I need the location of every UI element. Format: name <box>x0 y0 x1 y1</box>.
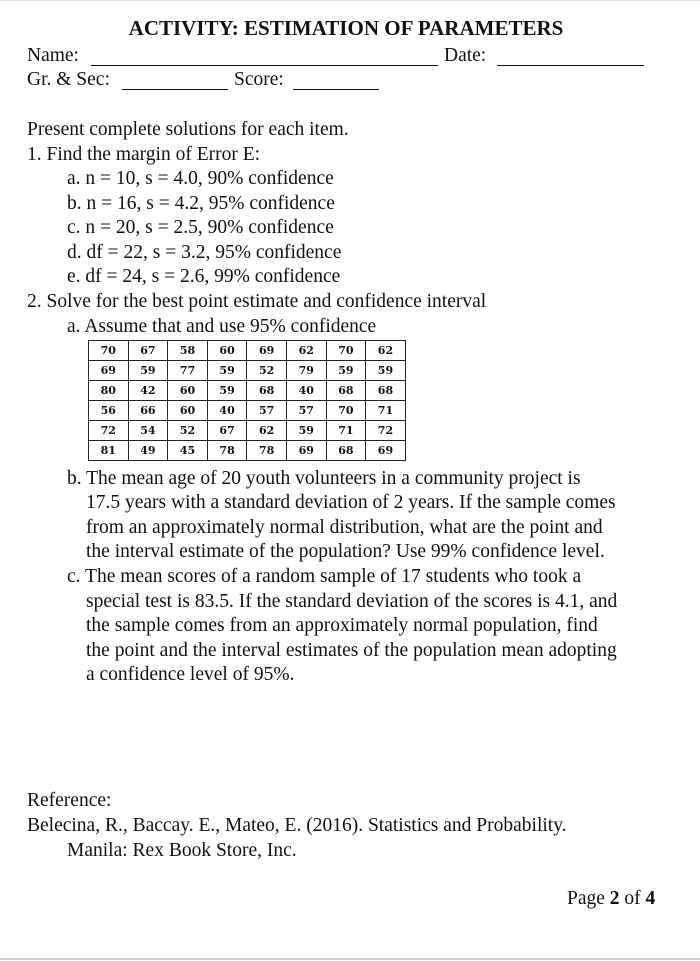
question-2-prompt: 2. Solve for the best point estimate and confidence interval <box>27 291 487 312</box>
table-cell: 59 <box>286 421 326 441</box>
table-row <box>89 401 406 421</box>
table-row <box>89 341 406 361</box>
q1-item-e: e. df = 24, s = 2.6, 99% confidence <box>67 266 341 287</box>
top-edge <box>0 0 700 1</box>
table-cell: 71 <box>326 421 366 441</box>
grade-section-blank[interactable] <box>122 89 228 90</box>
table-cell: 40 <box>286 381 326 401</box>
table-cell: 57 <box>286 401 326 421</box>
q2-part-c-line-5: a confidence level of 95%. <box>86 664 295 685</box>
table-cell: 68 <box>247 381 287 401</box>
table-cell: 62 <box>366 341 406 361</box>
table-cell: 60 <box>168 401 208 421</box>
page-prefix: Page <box>567 888 605 909</box>
q2-part-b-line-4: the interval estimate of the population? Use 99% confidence level. <box>86 541 605 562</box>
table-cell: 69 <box>366 441 406 461</box>
question-1-prompt: 1. Find the margin of Error E: <box>27 144 261 165</box>
table-cell: 59 <box>207 361 247 381</box>
score-label: Score: <box>234 69 284 90</box>
table-cell: 80 <box>89 381 129 401</box>
table-row <box>89 421 406 441</box>
page-title: ACTIVITY: ESTIMATION OF PARAMETERS <box>128 16 564 40</box>
table-cell: 59 <box>207 381 247 401</box>
table-cell: 56 <box>89 401 129 421</box>
table-cell: 67 <box>128 341 168 361</box>
table-cell: 72 <box>89 421 129 441</box>
table-cell: 40 <box>207 401 247 421</box>
grade-section-label: Gr. & Sec: <box>27 69 110 90</box>
q1-item-b: b. n = 16, s = 4.2, 95% confidence <box>67 193 335 214</box>
table-cell: 81 <box>89 441 129 461</box>
bottom-edge <box>0 958 700 960</box>
page-total: 4 <box>645 888 656 909</box>
reference-citation-line-1: Belecina, R., Baccay. E., Mateo, E. (2016). Statistics and Probability. <box>27 815 567 836</box>
q2-part-c-line-3: the sample comes from an approximately normal population, find <box>86 615 598 636</box>
table-cell: 69 <box>286 441 326 461</box>
table-cell: 49 <box>128 441 168 461</box>
q1-item-d: d. df = 22, s = 3.2, 95% confidence <box>67 242 342 263</box>
table-cell: 72 <box>366 421 406 441</box>
table-cell: 42 <box>128 381 168 401</box>
page-number <box>567 887 655 911</box>
table-row <box>89 381 406 401</box>
q2-part-b-line-3: from an approximately normal distribution, what are the point and <box>86 517 603 538</box>
table-cell: 70 <box>326 341 366 361</box>
table-row <box>89 441 406 461</box>
reference-label: Reference: <box>27 790 112 811</box>
table-cell: 70 <box>326 401 366 421</box>
table-cell: 67 <box>207 421 247 441</box>
table-cell: 52 <box>247 361 287 381</box>
table-cell: 68 <box>326 441 366 461</box>
table-cell: 62 <box>247 421 287 441</box>
page-of: of <box>624 888 641 909</box>
name-blank[interactable] <box>91 65 438 66</box>
table-cell: 59 <box>128 361 168 381</box>
table-cell: 71 <box>366 401 406 421</box>
table-cell: 54 <box>128 421 168 441</box>
table-cell: 79 <box>286 361 326 381</box>
table-cell: 68 <box>326 381 366 401</box>
q1-item-c: c. n = 20, s = 2.5, 90% confidence <box>67 217 334 238</box>
q2-part-b-line-2: 17.5 years with a standard deviation of 2 years. If the sample comes <box>86 492 616 513</box>
q2-part-c-line-2: special test is 83.5. If the standard deviation of the scores is 4.1, and <box>86 591 618 612</box>
table-cell: 59 <box>366 361 406 381</box>
reference-citation-line-2: Manila: Rex Book Store, Inc. <box>67 840 297 861</box>
sample-data-table <box>88 340 406 461</box>
table-cell: 68 <box>366 381 406 401</box>
table-cell: 78 <box>207 441 247 461</box>
q2-part-c-line-1: c. The mean scores of a random sample of 17 students who took a <box>67 566 582 587</box>
table-cell: 62 <box>286 341 326 361</box>
name-label: Name: <box>27 45 79 66</box>
table-cell: 60 <box>168 381 208 401</box>
table-row <box>89 361 406 381</box>
table-cell: 77 <box>168 361 208 381</box>
table-cell: 78 <box>247 441 287 461</box>
table-cell: 57 <box>247 401 287 421</box>
page-current: 2 <box>609 888 620 909</box>
score-blank[interactable] <box>293 89 379 90</box>
q2-part-b-line-1: b. The mean age of 20 youth volunteers in a community project is <box>67 468 581 489</box>
instructions: Present complete solutions for each item. <box>27 119 349 140</box>
q2-part-c-line-4: the point and the interval estimates of the population mean adopting <box>86 640 617 661</box>
date-blank[interactable] <box>497 65 644 66</box>
table-cell: 69 <box>89 361 129 381</box>
table-cell: 66 <box>128 401 168 421</box>
q1-item-a: a. n = 10, s = 4.0, 90% confidence <box>67 168 334 189</box>
table-cell: 59 <box>326 361 366 381</box>
table-cell: 58 <box>168 341 208 361</box>
table-cell: 69 <box>247 341 287 361</box>
date-label: Date: <box>444 45 487 66</box>
q2-part-a: a. Assume that and use 95% confidence <box>67 316 377 337</box>
table-cell: 45 <box>168 441 208 461</box>
table-cell: 70 <box>89 341 129 361</box>
table-cell: 52 <box>168 421 208 441</box>
table-cell: 60 <box>207 341 247 361</box>
